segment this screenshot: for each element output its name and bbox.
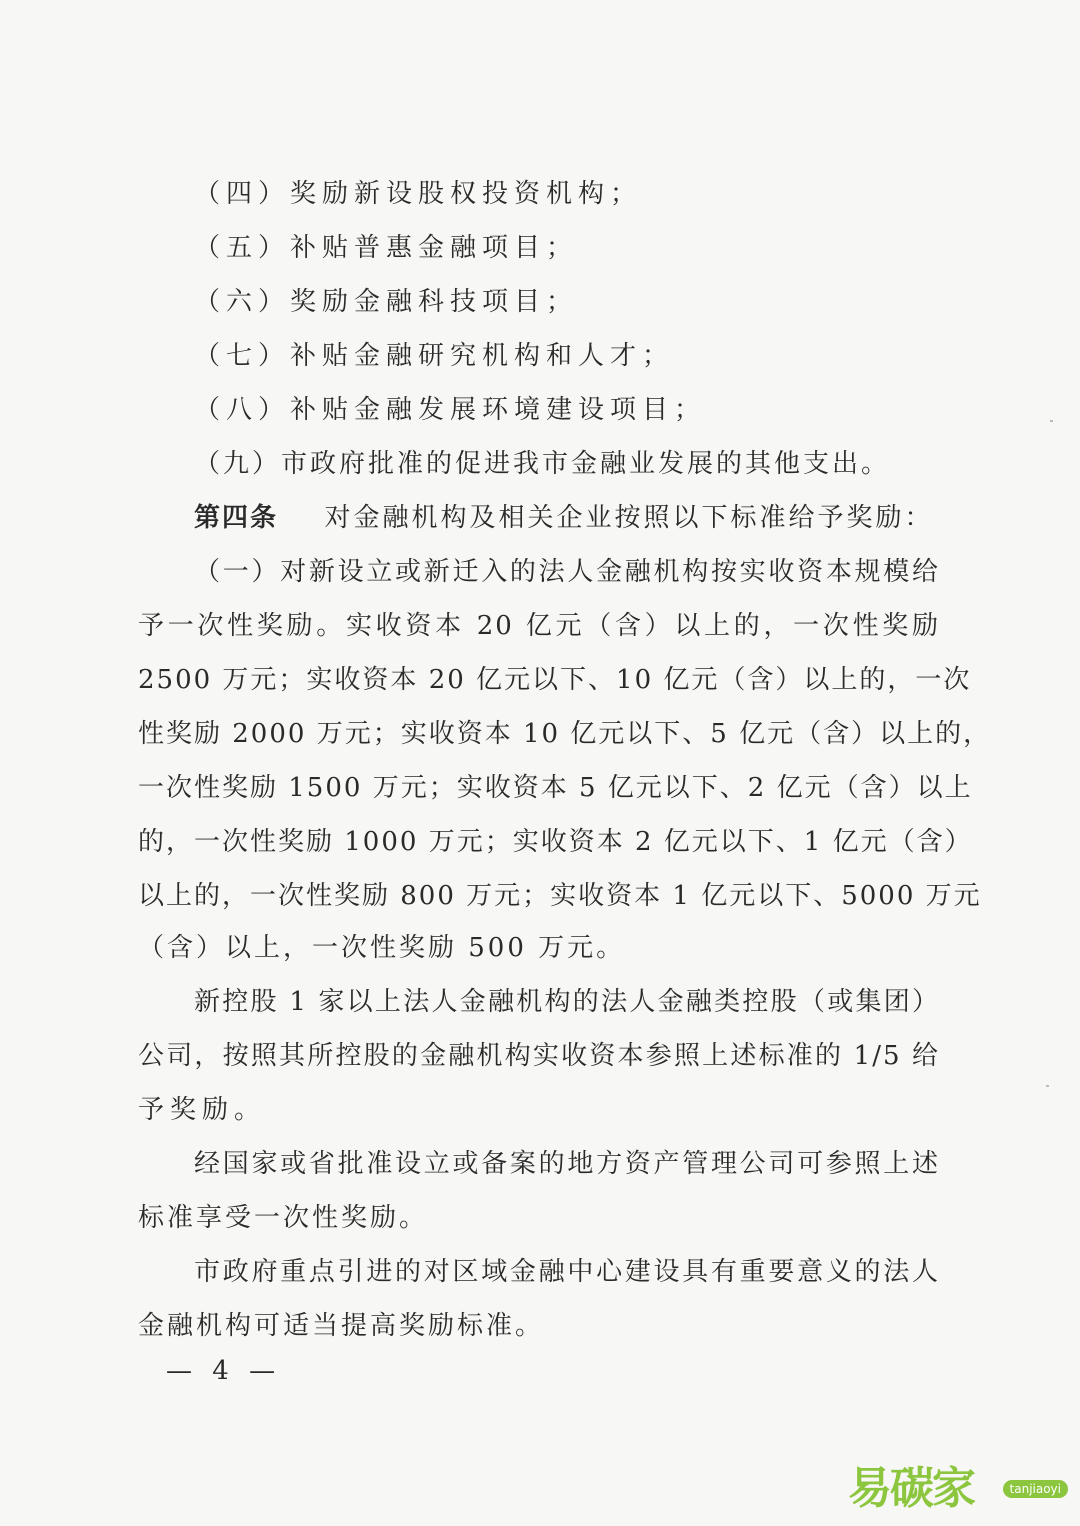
paragraph-line: 2500 万元；实收资本 20 亿元以下、10 亿元（含）以上的，一次 bbox=[138, 665, 972, 695]
article-heading: 第四条 bbox=[194, 503, 279, 533]
paragraph-line: 予一次性奖励。实收资本 20 亿元（含）以上的，一次性奖励 bbox=[138, 611, 940, 641]
paragraph-line: 公司，按照其所控股的金融机构实收资本参照上述标准的 1/5 给 bbox=[138, 1041, 940, 1071]
list-item: （九）市政府批准的促进我市金融业发展的其他支出。 bbox=[194, 449, 891, 479]
list-item: （六）奖励金融科技项目； bbox=[194, 287, 579, 317]
article-heading-text: 对金融机构及相关企业按照以下标准给予奖励： bbox=[324, 503, 934, 533]
paragraph-line: 标准享受一次性奖励。 bbox=[138, 1203, 429, 1233]
page-number: — 4 — bbox=[166, 1356, 282, 1386]
paragraph-line: 一次性奖励 1500 万元；实收资本 5 亿元以下、2 亿元（含）以上 bbox=[138, 773, 973, 803]
paragraph-line: 的，一次性奖励 1000 万元；实收资本 2 亿元以下、1 亿元（含） bbox=[138, 827, 973, 857]
watermark-logo bbox=[848, 1450, 1068, 1514]
paragraph-line: 性奖励 2000 万元；实收资本 10 亿元以下、5 亿元（含）以上的， bbox=[138, 719, 992, 749]
article-heading-line bbox=[194, 505, 940, 531]
list-item: （四）奖励新设股权投资机构； bbox=[194, 179, 643, 209]
paragraph-line: （一）对新设立或新迁入的法人金融机构按实收资本规模给 bbox=[194, 557, 940, 587]
paragraph-line: 经国家或省批准设立或备案的地方资产管理公司可参照上述 bbox=[194, 1149, 940, 1179]
paragraph-line: 金融机构可适当提高奖励标准。 bbox=[138, 1311, 545, 1341]
list-item: （七）补贴金融研究机构和人才； bbox=[194, 341, 675, 371]
paragraph-line: （含）以上，一次性奖励 500 万元。 bbox=[138, 933, 626, 963]
scan-speck bbox=[1050, 420, 1053, 422]
paragraph-line: 市政府重点引进的对区域金融中心建设具有重要意义的法人 bbox=[194, 1257, 940, 1287]
scan-speck bbox=[1046, 1085, 1049, 1087]
list-item: （八）补贴金融发展环境建设项目； bbox=[194, 395, 707, 425]
list-item: （五）补贴普惠金融项目； bbox=[194, 233, 579, 263]
paragraph-line: 新控股 1 家以上法人金融机构的法人金融类控股（或集团） bbox=[194, 987, 940, 1017]
watermark-badge: tanjiaoyi bbox=[1003, 1480, 1068, 1498]
paragraph-line: 予奖励。 bbox=[138, 1095, 267, 1125]
watermark-text: 易碳家 bbox=[848, 1463, 974, 1514]
paragraph-line: 以上的，一次性奖励 800 万元；实收资本 1 亿元以下、5000 万元 bbox=[138, 881, 982, 911]
